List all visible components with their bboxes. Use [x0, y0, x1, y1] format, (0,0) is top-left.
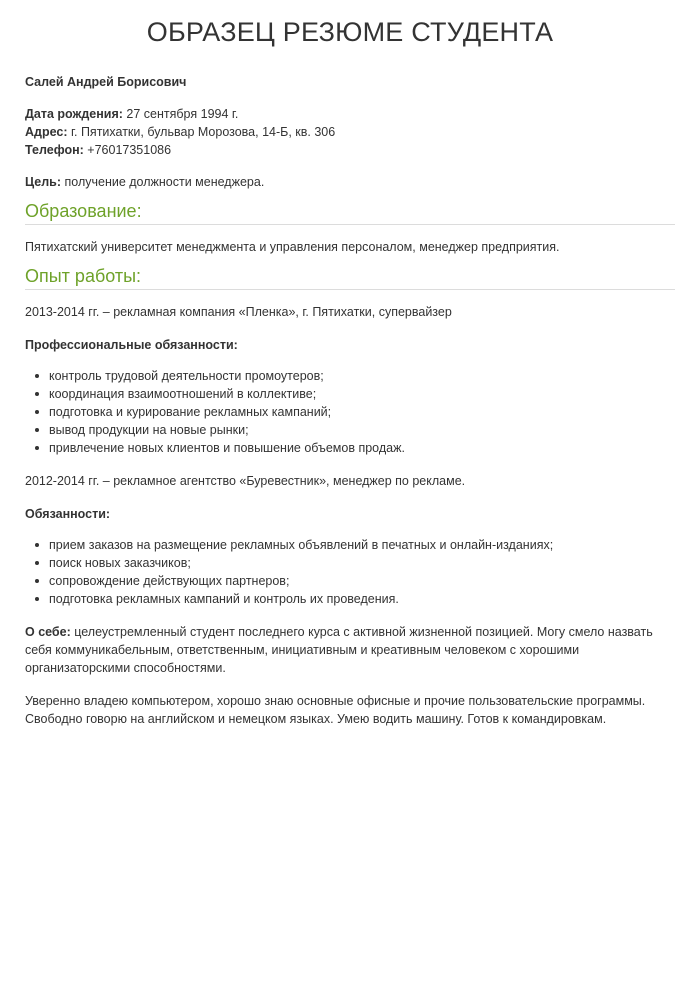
- about-value: целеустремленный студент последнего курса с активной жизненной позицией. Могу смело назвать себя коммуникабельным, ответственным, инициативным и креативным человеком с хорошими организаторскими способностями.: [25, 625, 653, 675]
- resume-document: [25, 0, 675, 728]
- about-paragraph: [25, 623, 675, 677]
- birth-date-line: [25, 105, 675, 123]
- education-heading: Образование:: [25, 199, 675, 225]
- list-item: сопровождение действующих партнеров;: [49, 572, 675, 590]
- contacts-block: [25, 105, 675, 159]
- list-item: подготовка и курирование рекламных кампаний;: [49, 403, 675, 421]
- job-period-1: 2013-2014 гг. – рекламная компания «Пленка», г. Пятихатки, супервайзер: [25, 305, 452, 319]
- goal-line: [25, 173, 675, 191]
- address-line: [25, 123, 675, 141]
- job-period-2: 2012-2014 гг. – рекламное агентство «Буревестник», менеджер по рекламе.: [25, 474, 466, 488]
- birth-date-value: 27 сентября 1994 г.: [122, 107, 239, 121]
- address-label: Адрес:: [25, 125, 68, 139]
- list-item: подготовка рекламных кампаний и контроль их проведения.: [49, 590, 675, 608]
- goal-value: получение должности менеджера.: [61, 175, 265, 189]
- address-value: г. Пятихатки, бульвар Морозова, 14-Б, кв. 306: [67, 125, 336, 139]
- list-item: координация взаимоотношений в коллективе;: [49, 385, 675, 403]
- page-title: ОБРАЗЕЦ РЕЗЮМЕ СТУДЕНТА: [146, 17, 554, 47]
- candidate-name: Салей Андрей Борисович: [25, 75, 187, 89]
- phone-line: [25, 141, 675, 159]
- list-item: прием заказов на размещение рекламных объявлений в печатных и онлайн-изданиях;: [49, 536, 675, 554]
- duties-title-2: Обязанности:: [25, 507, 111, 521]
- experience-heading: Опыт работы:: [25, 264, 675, 290]
- phone-label: Телефон:: [25, 143, 84, 157]
- list-item: вывод продукции на новые рынки;: [49, 421, 675, 439]
- skills-paragraph: Уверенно владею компьютером, хорошо знаю основные офисные и прочие пользовательские программы. Свободно говорю на английском и немецком языках. Умею водить машину. Готов к командировкам.: [25, 694, 646, 726]
- goal-label: Цель:: [25, 175, 62, 189]
- birth-date-label: Дата рождения:: [25, 107, 123, 121]
- list-item: поиск новых заказчиков;: [49, 554, 675, 572]
- about-label: О себе:: [25, 625, 71, 639]
- phone-value: +76017351086: [83, 143, 172, 157]
- list-item: привлечение новых клиентов и повышение объемов продаж.: [49, 439, 675, 457]
- duties-list-1: [25, 367, 675, 457]
- duties-title-1: Профессиональные обязанности:: [25, 338, 238, 352]
- duties-list-2: [25, 536, 675, 608]
- education-text: Пятихатский университет менеджмента и управления персоналом, менеджер предприятия.: [25, 240, 560, 254]
- list-item: контроль трудовой деятельности промоутеров;: [49, 367, 675, 385]
